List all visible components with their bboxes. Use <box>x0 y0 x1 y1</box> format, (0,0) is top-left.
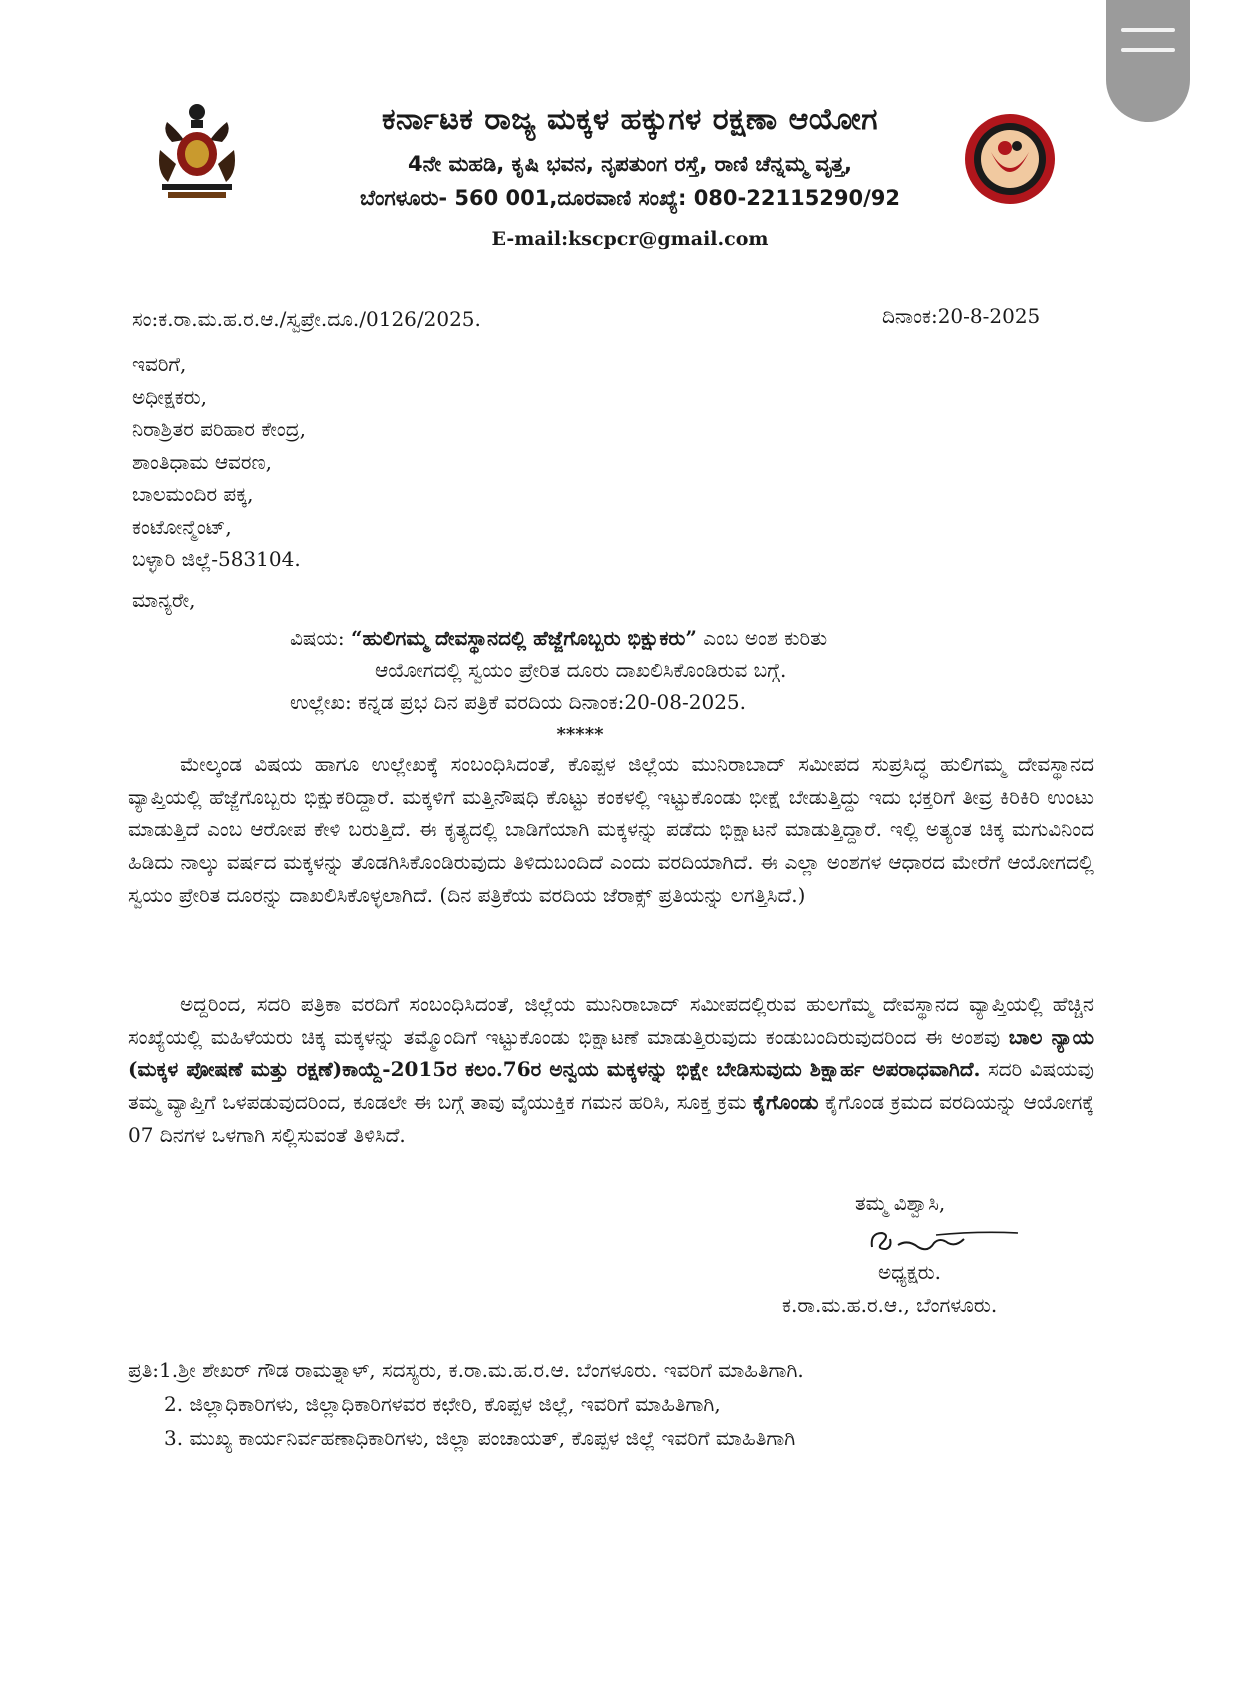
copy-item: 3. ಮುಖ್ಯ ಕಾರ್ಯನಿರ್ವಹಣಾಧಿಕಾರಿಗಳು, ಜಿಲ್ಲಾ ಪಂಚಾಯತ್, ಕೊಪ್ಪಳ ಜಿಲ್ಲೆ ಇವರಿಗೆ ಮಾಹಿತಿಗಾಗಿ <box>164 1426 796 1450</box>
paragraph-text: ಕೈಗೊಂಡ ಕ್ರಮದ ವರದಿಯನ್ನು ಆಯೋಗಕ್ಕೆ 07 ದಿನಗಳ ಒಳಗಾಗಿ ಸಲ್ಲಿಸುವಂತೆ ತಿಳಿಸಿದೆ. <box>128 1090 1094 1147</box>
signatory-organization: ಕ.ರಾ.ಮ.ಹ.ರ.ಆ., ಬೆಂಗಳೂರು. <box>782 1293 998 1317</box>
menu-bar-bottom <box>1121 48 1175 52</box>
subject-rest: ಎಂಬ ಅಂಶ ಕುರಿತು <box>696 626 828 650</box>
karnataka-state-emblem-icon <box>152 102 242 202</box>
subject-line-2: ಆಯೋಗದಲ್ಲಿ ಸ್ವಯಂ ಪ್ರೇರಿತ ದೂರು ದಾಖಲಿಸಿಕೊಂಡಿರುವ ಬಗ್ಗೆ. <box>375 658 787 682</box>
paragraph-emphasis: ಕೈಗೊಂಡು <box>752 1090 819 1115</box>
signatory-role: ಅಧ್ಯಕ್ಷರು. <box>878 1260 941 1284</box>
salutation: ಮಾನ್ಯರೇ, <box>132 588 196 612</box>
hamburger-menu-icon[interactable] <box>1106 0 1190 122</box>
addressee-line: ಶಾಂತಿಧಾಮ ಆವರಣ, <box>132 449 272 474</box>
addressee-block <box>132 348 306 576</box>
copy-item: 2. ಜಿಲ್ಲಾಧಿಕಾರಿಗಳು, ಜಿಲ್ಲಾಧಿಕಾರಿಗಳವರ ಕಛೇರಿ, ಕೊಪ್ಪಳ ಜಿಲ್ಲೆ, ಇವರಿಗೆ ಮಾಹಿತಿಗಾಗಿ, <box>164 1392 721 1416</box>
copy-item: ಪ್ರತಿ:1.ಶ್ರೀ ಶೇಖರ್ ಗೌಡ ರಾಮತ್ನಾಳ್, ಸದಸ್ಯರು, ಕ.ರಾ.ಮ.ಹ.ರ.ಆ. ಬೆಂಗಳೂರು. ಇವರಿಗೆ ಮಾಹಿತಿಗಾಗಿ. <box>128 1358 804 1382</box>
reference-number: ಸಂ:ಕ.ರಾ.ಮ.ಹ.ರ.ಆ./ಸ್ವಪ್ರೇ.ದೂ./0126/2025. <box>132 307 481 331</box>
letterhead-email: E-mail:kscpcr@gmail.com <box>491 228 769 250</box>
letterhead-phone: ಬೆಂಗಳೂರು- 560 001,ದೂರವಾಣಿ ಸಂಖ್ಯೆ: 080-22115290/92 <box>359 186 901 210</box>
addressee-line: ಕಂಟೋನ್ಮೆಂಟ್, <box>132 514 232 539</box>
subject-label: ವಿಷಯ: <box>290 626 352 650</box>
body-paragraph-2 <box>128 988 1094 1152</box>
subject-line <box>290 622 827 654</box>
copy-to-list <box>128 1353 804 1455</box>
signature <box>868 1225 1020 1255</box>
menu-bar-top <box>1121 28 1175 32</box>
body-paragraph-1: ಮೇಲ್ಕಂಡ ವಿಷಯ ಹಾಗೂ ಉಲ್ಲೇಖಕ್ಕೆ ಸಂಬಂಧಿಸಿದಂತೆ, ಕೊಪ್ಪಳ ಜಿಲ್ಲೆಯ ಮುನಿರಾಬಾದ್ ಸಮೀಪದ ಸುಪ್ರಸಿದ್ಧ ಹುಲಿಗಮ್ಮ ದೇವಸ್ಥಾನದ ವ್ಯಾಪ್ತಿಯಲ್ಲಿ ಹೆಜ್ಜೆಗೊಬ್ಬರು ಭಿಕ್ಷುಕರಿದ್ದಾರೆ. ಮಕ್ಕಳಿಗೆ ಮತ್ತಿನೌಷಧಿ ಕೊಟ್ಟು ಕಂಕಳಲ್ಲಿ ಇಟ್ಟುಕೊಂಡು ಭೀಕ್ಷೆ ಬೇಡುತ್ತಿದ್ದು ಇದು ಭಕ್ತರಿಗೆ ತೀವ್ರ ಕಿರಿಕಿರಿ ಉಂಟು ಮಾಡುತ್ತಿದೆ ಎಂಬ ಆರೋಪ ಕೇಳಿ ಬರುತ್ತಿದೆ. ಈ ಕೃತ್ಯದಲ್ಲಿ ಬಾಡಿಗೆಯಾಗಿ ಮಕ್ಕಳನ್ನು ಪಡೆದು ಭಿಕ್ಷಾಟನೆ ಮಾಡುತ್ತಿದ್ದಾರೆ. ಇಲ್ಲಿ ಅತ್ಯಂತ ಚಿಕ್ಕ ಮಗುವಿನಿಂದ ಹಿಡಿದು ನಾಲ್ಕು ವರ್ಷದ ಮಕ್ಕಳನ್ನು ತೊಡಗಿಸಿಕೊಂಡಿರುವುದು ತಿಳಿದುಬಂದಿದೆ ಎಂದು ವರದಿಯಾಗಿದೆ. ಈ ಎಲ್ಲಾ ಅಂಶಗಳ ಆಧಾರದ ಮೇರೆಗೆ ಆಯೋಗದಲ್ಲಿ ಸ್ವಯಂ ಪ್ರೇರಿತ ದೂರನ್ನು ದಾಖಲಿಸಿಕೊಳ್ಳಲಾಗಿದೆ. (ದಿನ ಪತ್ರಿಕೆಯ ವರದಿಯ ಜೆರಾಕ್ಸ್ ಪ್ರತಿಯನ್ನು ಲಗತ್ತಿಸಿದೆ.) <box>128 752 1094 907</box>
addressee-line: ಬಳ್ಳಾರಿ ಜಿಲ್ಲೆ-583104. <box>132 547 301 571</box>
addressee-line: ಇವರಿಗೆ, <box>132 352 187 376</box>
addressee-line: ನಿರಾಶ್ರಿತರ ಪರಿಹಾರ ಕೇಂದ್ರ, <box>132 417 306 441</box>
separator: ***** <box>556 724 604 745</box>
letter-date: ದಿನಾಂಕ:20-8-2025 <box>882 304 1041 328</box>
addressee-line: ಅಧೀಕ್ಷಕರು, <box>132 384 207 409</box>
legal-provision: ಬಾಲ ನ್ಯಾಯ (ಮಕ್ಕಳ ಪೋಷಣೆ ಮತ್ತು ರಕ್ಷಣೆ)ಕಾಯ್ದೆ-2015ರ ಕಲಂ.76ರ ಅನ್ವಯ ಮಕ್ಕಳನ್ನು ಭಿಕ್ಷೇ ಬೇಡಿಸುವುದು ಶಿಕ್ಷಾರ್ಹ ಅಪರಾಧವಾಗಿದೆ. <box>128 1024 1094 1082</box>
paragraph-text: ಅದ್ದರಿಂದ, ಸದರಿ ಪತ್ರಿಕಾ ವರದಿಗೆ ಸಂಬಂಧಿಸಿದಂತೆ, ಜಿಲ್ಲೆಯ ಮುನಿರಾಬಾದ್ ಸಮೀಪದಲ್ಲಿರುವ ಹುಲಗೆಮ್ಮ ದೇವಸ್ಥಾನದ ವ್ಯಾಪ್ತಿಯಲ್ಲಿ ಹೆಚ್ಚಿನ ಸಂಖ್ಯೆಯಲ್ಲಿ ಮಹಿಳೆಯರು ಚಿಕ್ಕ ಮಕ್ಕಳನ್ನು ತಮ್ಮೊಂದಿಗೆ ಇಟ್ಟುಕೊಂಡು ಭಿಕ್ಷಾಟಣೆ ಮಾಡುತ್ತಿರುವುದು ಕಂಡುಬಂದಿರುವುದರಿಂದ ಈ ಅಂಶವು <box>128 992 1094 1049</box>
letterhead-address: 4ನೇ ಮಹಡಿ, ಕೃಷಿ ಭವನ, ನೃಪತುಂಗ ರಸ್ತೆ, ರಾಣಿ ಚೆನ್ನಮ್ಮ ವೃತ್ತ, <box>407 152 853 176</box>
addressee-line: ಬಾಲಮಂದಿರ ಪಕ್ಕ, <box>132 482 254 506</box>
subject-quote: “ಹುಲಿಗಮ್ಮ ದೇವಸ್ಥಾನದಲ್ಲಿ ಹೆಜ್ಜೆಗೊಬ್ಬರು ಭಿಕ್ಷುಕರು” <box>351 626 697 650</box>
paragraph-text: ಸದರಿ ವಿಷಯವು ತಮ್ಮ ವ್ಯಾಪ್ತಿಗೆ ಒಳಪಡುವುದರಿಂದ, ಕೂಡಲೇ ಈ ಬಗ್ಗೆ ತಾವು ವೈಯುಕ್ತಿಕ ಗಮನ ಹರಿಸಿ, ಸೂಕ್ತ ಕ್ರಮ <box>128 1057 1094 1115</box>
letterhead-title: ಕರ್ನಾಟಕ ರಾಜ್ಯ ಮಕ್ಕಳ ಹಕ್ಕುಗಳ ರಕ್ಷಣಾ ಆಯೋಗ <box>381 102 878 137</box>
subject-reference: ಉಲ್ಲೇಖ: ಕನ್ನಡ ಪ್ರಭ ದಿನ ಪತ್ರಿಕೆ ವರದಿಯ ದಿನಾಂಕ:20-08-2025. <box>290 690 747 714</box>
closing: ತಮ್ಮ ವಿಶ್ವಾಸಿ, <box>855 1191 946 1215</box>
subject-block <box>290 622 827 718</box>
